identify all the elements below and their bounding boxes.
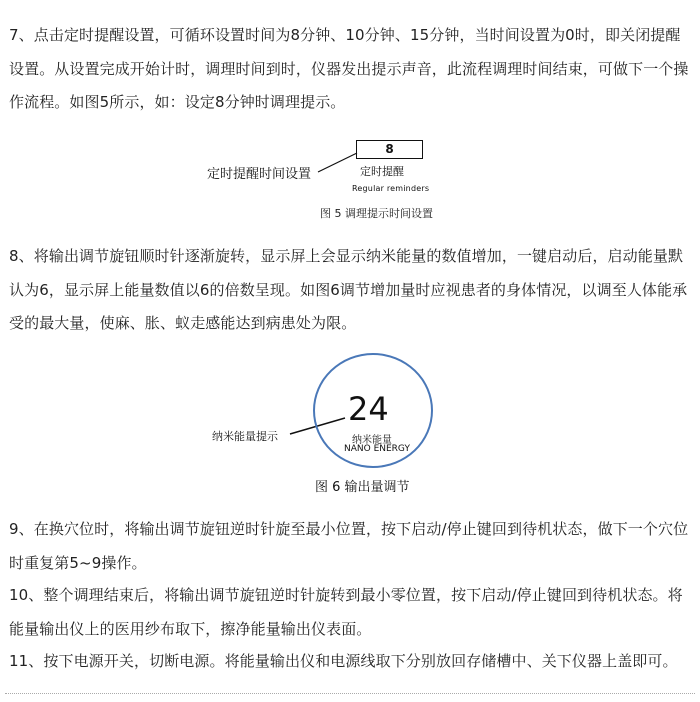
energy-name-en: NANO ENERGY [344, 444, 410, 454]
paragraph-step-9: 9、在换穴位时，将输出调节旋钮逆时针旋至最小位置，按下启动/停止键回到待机状态，做下一个穴位时重复第5~9操作。 [9, 520, 689, 572]
energy-hint-label: 纳米能量提示 [212, 430, 278, 443]
paragraph-step-11: 11、按下电源开关，切断电源。将能量输出仪和电源线取下分别放回存储槽中、关下仪器上盖即可。 [9, 652, 678, 670]
fig5-pointer-line [318, 153, 357, 172]
paragraph-step-7: 7、点击定时提醒设置，可循环设置时间为8分钟、10分钟、15分钟，当时间设置为0时，即关闭提醒设置。从设置完成开始计时，调理时间到时，仪器发出提示声音，此流程调理时间结束，可做下一个操作流程。如图5所示，如：设定8分钟时调理提示。 [9, 26, 689, 111]
figure-5-caption: 图 5 调理提示时间设置 [320, 207, 433, 220]
timer-setting-label: 定时提醒时间设置 [207, 167, 312, 182]
figure-6-caption: 图 6 输出量调节 [315, 480, 410, 495]
timer-title: 定时提醒 [360, 165, 404, 178]
bottom-divider [5, 693, 695, 694]
timer-value-display: 8 [356, 140, 423, 159]
paragraph-step-8: 8、将输出调节旋钮顺时针逐渐旋转，显示屏上会显示纳米能量的数值增加，一键启动后，启动能量默认为6，显示屏上能量数值以6的倍数呈现。如图6调节增加量时应视患者的身体情况，以调至人体能承受的最大量，使麻、胀、蚁走感能达到病患处为限。 [9, 247, 688, 332]
timer-subtitle: Regular reminders [352, 184, 430, 193]
energy-value: 24 [348, 390, 389, 428]
energy-name: 纳米能量 [352, 435, 392, 446]
paragraph-step-10: 10、整个调理结束后，将输出调节旋钮逆时针旋转到最小零位置，按下启动/停止键回到待机状态。将能量输出仪上的医用纱布取下，擦净能量输出仪表面。 [9, 586, 683, 638]
